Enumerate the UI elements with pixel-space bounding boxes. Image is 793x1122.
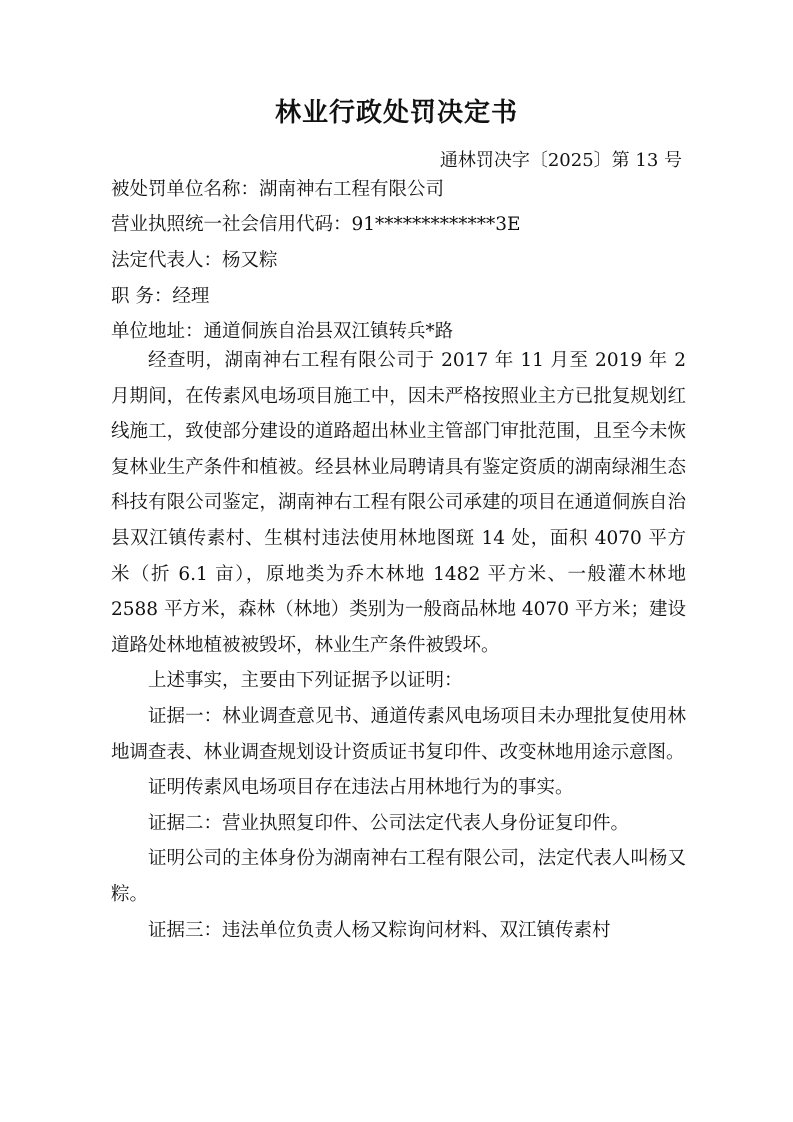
- address: 单位地址：通道侗族自治县双江镇转兵*路: [111, 321, 454, 342]
- party-name: 被处罚单位名称：湖南神右工程有限公司: [111, 179, 445, 200]
- document-body: [111, 343, 686, 948]
- paragraph-evidence-2: 证据二：营业执照复印件、公司法定代表人身份证复印件。: [148, 812, 630, 834]
- legal-representative: 法定代表人：杨又粽: [111, 250, 278, 271]
- credit-code: 营业执照统一社会信用代码：91*************3E: [111, 214, 521, 235]
- paragraph-evidence-intro: 上述事实，主要由下列证据予以证明：: [148, 670, 463, 692]
- paragraph-proof-2: 证明公司的主体身份为湖南神右工程有限公司，法定代表人叫杨又粽。: [111, 848, 686, 905]
- document-number: 通林罚决字〔2025〕第 13 号: [439, 150, 682, 171]
- paragraph-facts: 经查明，湖南神右工程有限公司于 2017 年 11 月至 2019 年 2 月期间，在传素风电场项目施工中，因未严格按照业主方已批复规划红线施工，致使部分建设的道路超出林业主管部门审批范围，且至今未恢复林业生产条件和植被。经县林业局聘请具有鉴定资质的湖南绿湘生态科技有限公司鉴定，湖南神右工程有限公司承建的项目在通道侗族自治县双江镇传素村、生棋村违法使用林地图斑 14 处，面积 4070 平方米（折 6.1 亩），原地类为乔木林地 1482 平方米、一般灌木林地 2588 平方米，森林（林地）类别为一般商品林地 4070 平方米；建设道路处林地植被被毁坏，林业生产条件被毁坏。: [111, 350, 686, 656]
- paragraph-evidence-1: 证据一：林业调查意见书、通道传素风电场项目未办理批复使用林地调查表、林业调查规划设计资质证书复印件、改变林地用途示意图。: [111, 705, 686, 763]
- paragraph-proof-1: 证明传素风电场项目存在违法占用林地行为的事实。: [148, 777, 574, 799]
- position: 职 务：经理: [111, 286, 210, 307]
- document-title: 林业行政处罚决定书: [274, 98, 518, 128]
- paragraph-evidence-3: 证据三：违法单位负责人杨又粽询问材料、双江镇传素村: [148, 919, 611, 941]
